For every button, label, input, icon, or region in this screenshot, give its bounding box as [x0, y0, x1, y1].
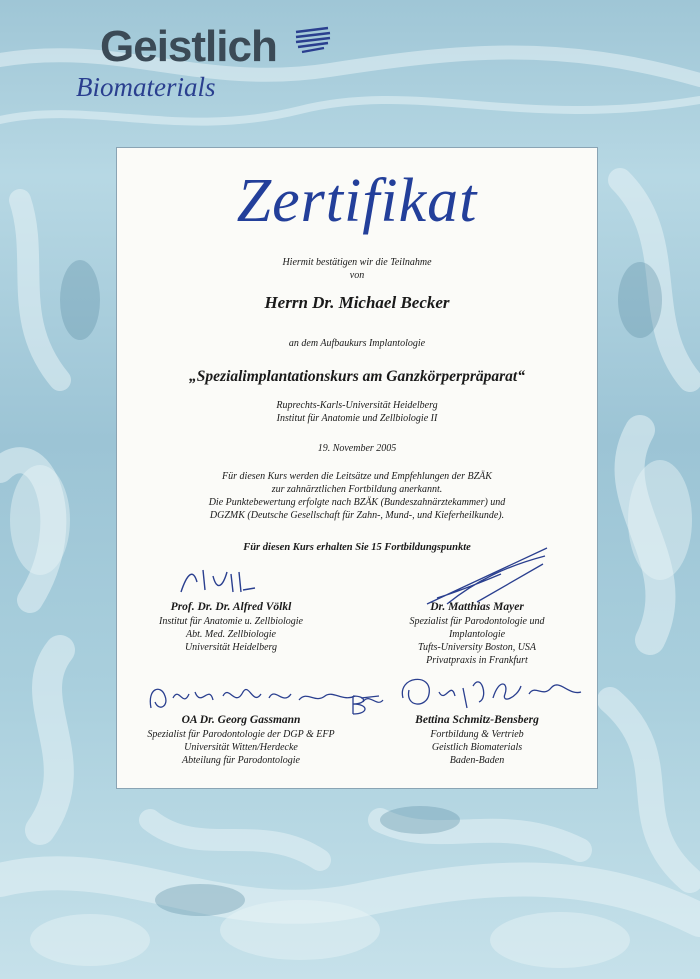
logo-subtitle: Biomaterials [76, 72, 216, 102]
signatory-gassmann-line-3: Abteilung für Parodontologie [182, 755, 300, 766]
signatory-voelkl-line-2: Abt. Med. Zellbiologie [186, 629, 276, 640]
certificate-title: Zertifikat [236, 167, 478, 235]
signatory-gassmann [121, 713, 361, 767]
signatory-mayer [367, 600, 587, 667]
signatory-mayer-line-1: Spezialist für Parodontologie und [409, 616, 545, 627]
signature-schmitz-bensberg [393, 668, 593, 718]
note-line-2: zur zahnärztlichen Fortbildung anerkannt. [271, 484, 443, 495]
note-line-4: DGZMK (Deutsche Gesellschaft für Zahn-, Mund-, und Kieferheilkunde). [209, 510, 505, 521]
signatory-gassmann-name: OA Dr. Georg Gassmann [181, 714, 301, 726]
signatory-schmitz-bensberg-line-2: Geistlich Biomaterials [431, 742, 523, 753]
signatory-schmitz-bensberg-line-1: Fortbildung & Vertrieb [430, 729, 524, 740]
note-line-1: Für diesen Kurs werden die Leitsätze und Empfehlungen der BZÄK [222, 471, 492, 482]
certificate-panel [116, 147, 598, 789]
signatory-mayer-line-4: Privatpraxis in Frankfurt [426, 655, 528, 666]
signatory-mayer-name: Dr. Matthias Mayer [430, 601, 524, 613]
signatory-voelkl-line-3: Universität Heidelberg [184, 642, 278, 653]
note-line-3: Die Punktebewertung erfolgte nach BZÄK (Bundeszahnärztekammer) und [208, 497, 506, 508]
signatory-voelkl [121, 600, 341, 654]
signatory-schmitz-bensberg [367, 713, 587, 767]
signatory-mayer-line-2: Implantologie [448, 629, 506, 640]
logo-wave-icon [294, 26, 334, 61]
signatory-gassmann-line-2: Universität Witten/Herdecke [184, 742, 298, 753]
course-name: „Spezialimplantationskurs am Ganzkörperpräparat“ [189, 368, 525, 385]
venue-line-1: Ruprechts-Karls-Universität Heidelberg [276, 400, 438, 411]
course-intro: an dem Aufbaukurs Implantologie [288, 338, 426, 349]
signatory-mayer-line-3: Tufts-University Boston, USA [417, 642, 537, 653]
intro-line-2: von [349, 270, 365, 281]
signature-voelkl [173, 564, 273, 600]
points-statement: Für diesen Kurs erhalten Sie 15 Fortbildungspunkte [243, 542, 471, 553]
course-date: 19. November 2005 [317, 443, 397, 454]
signatory-schmitz-bensberg-name: Bettina Schmitz-Bensberg [415, 714, 539, 726]
signatory-voelkl-name: Prof. Dr. Dr. Alfred Völkl [170, 601, 292, 613]
venue-line-2: Institut für Anatomie und Zellbiologie II [276, 413, 438, 424]
intro-line-1: Hiermit bestätigen wir die Teilnahme [282, 257, 432, 268]
signatory-gassmann-line-1: Spezialist für Parodontologie der DGP & EFP [147, 729, 335, 740]
signatory-schmitz-bensberg-line-3: Baden-Baden [449, 755, 505, 766]
recipient-name: Herrn Dr. Michael Becker [264, 293, 450, 312]
signatory-voelkl-line-1: Institut für Anatomie u. Zellbiologie [159, 616, 303, 627]
logo-brand: Geistlich [100, 22, 277, 71]
